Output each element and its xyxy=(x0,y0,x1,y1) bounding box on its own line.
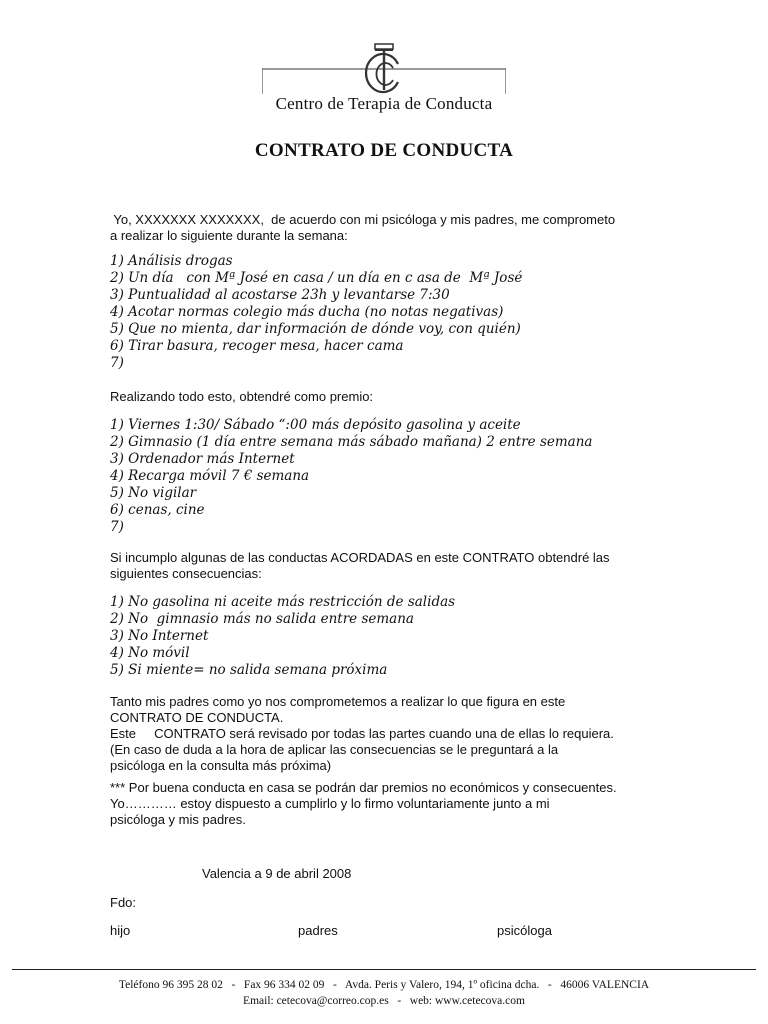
extra-paragraph xyxy=(110,780,680,828)
closing-paragraph xyxy=(110,694,680,774)
reward-item: 5) No vigilar xyxy=(110,485,197,501)
reward-item: 2) Gimnasio (1 día entre semana más sábado mañana) 2 entre semana xyxy=(110,434,593,450)
commitment-item: 5) Que no mienta, dar información de dónde voy, con quién) xyxy=(110,321,521,337)
commitments-list xyxy=(110,253,670,372)
commitment-item: 4) Acotar normas colegio más ducha (no notas negativas) xyxy=(110,304,504,320)
signature-psicologa: psicóloga xyxy=(497,923,552,938)
footer-divider xyxy=(12,969,756,970)
closing-line: CONTRATO DE CONDUCTA. xyxy=(110,710,284,725)
reward-item: 3) Ordenador más Internet xyxy=(110,451,295,467)
reward-item: 7) xyxy=(110,519,124,535)
extra-line: psicóloga y mis padres. xyxy=(110,812,246,827)
rewards-list xyxy=(110,417,670,536)
reward-item: 1) Viernes 1:30/ Sábado “:00 más depósito gasolina y aceite xyxy=(110,417,521,433)
ctc-emblem-icon xyxy=(262,42,506,94)
consequence-item: 4) No móvil xyxy=(110,645,190,661)
reward-intro: Realizando todo esto, obtendré como premio: xyxy=(110,389,374,404)
closing-line: (En caso de duda a la hora de aplicar las consecuencias se le preguntará a la xyxy=(110,742,559,757)
consequence-intro-line: siguientes consecuencias: xyxy=(110,566,262,581)
consequence-item: 3) No Internet xyxy=(110,628,209,644)
reward-item: 6) cenas, cine xyxy=(110,502,205,518)
intro-paragraph xyxy=(110,212,670,244)
center-name: Centro de Terapia de Conducta xyxy=(275,94,493,113)
commitment-item: 2) Un día con Mª José en casa / un día en c asa de Mª José xyxy=(110,270,523,286)
consequence-intro xyxy=(110,550,670,582)
consequence-intro-line: Si incumplo algunas de las conductas ACORDADAS en este CONTRATO obtendré las xyxy=(110,550,610,565)
reward-item: 4) Recarga móvil 7 € semana xyxy=(110,468,310,484)
closing-line: psicóloga en la consulta más próxima) xyxy=(110,758,332,773)
signature-padres: padres xyxy=(298,923,338,938)
center-logo xyxy=(262,42,506,94)
closing-line: Tanto mis padres como yo nos comprometemos a realizar lo que figura en este xyxy=(110,694,566,709)
extra-line: *** Por buena conducta en casa se podrán dar premios no económicos y consecuentes. xyxy=(110,780,617,795)
consequence-item: 5) Si miente= no salida semana próxima xyxy=(110,662,388,678)
intro-line: a realizar lo siguiente durante la semana: xyxy=(110,228,348,243)
commitment-item: 3) Puntualidad al acostarse 23h y levantarse 7:30 xyxy=(110,287,450,303)
signature-hijo: hijo xyxy=(110,923,131,938)
intro-line: Yo, XXXXXXX XXXXXXX, de acuerdo con mi psicóloga y mis padres, me comprometo xyxy=(110,212,616,227)
commitment-item: 7) xyxy=(110,355,124,371)
footer-web: Email: cetecova@correo.cop.es - web: www.cetecova.com xyxy=(243,995,525,1007)
consequences-list xyxy=(110,594,670,679)
extra-line: Yo………… estoy dispuesto a cumplirlo y lo firmo voluntariamente junto a mi xyxy=(110,796,550,811)
date-place: Valencia a 9 de abril 2008 xyxy=(202,866,352,881)
document-title: CONTRATO DE CONDUCTA xyxy=(254,140,514,161)
commitment-item: 1) Análisis drogas xyxy=(110,253,233,269)
footer-contact: Teléfono 96 395 28 02 - Fax 96 334 02 09 - Avda. Peris y Valero, 194, 1º oficina dcha. - 46006 VALENCIA xyxy=(118,979,650,991)
closing-line: Este CONTRATO será revisado por todas las partes cuando una de ellas lo requiera. xyxy=(110,726,614,741)
commitment-item: 6) Tirar basura, recoger mesa, hacer cama xyxy=(110,338,404,354)
consequence-item: 1) No gasolina ni aceite más restricción de salidas xyxy=(110,594,456,610)
consequence-item: 2) No gimnasio más no salida entre semana xyxy=(110,611,414,627)
signature-label: Fdo: xyxy=(110,895,137,910)
